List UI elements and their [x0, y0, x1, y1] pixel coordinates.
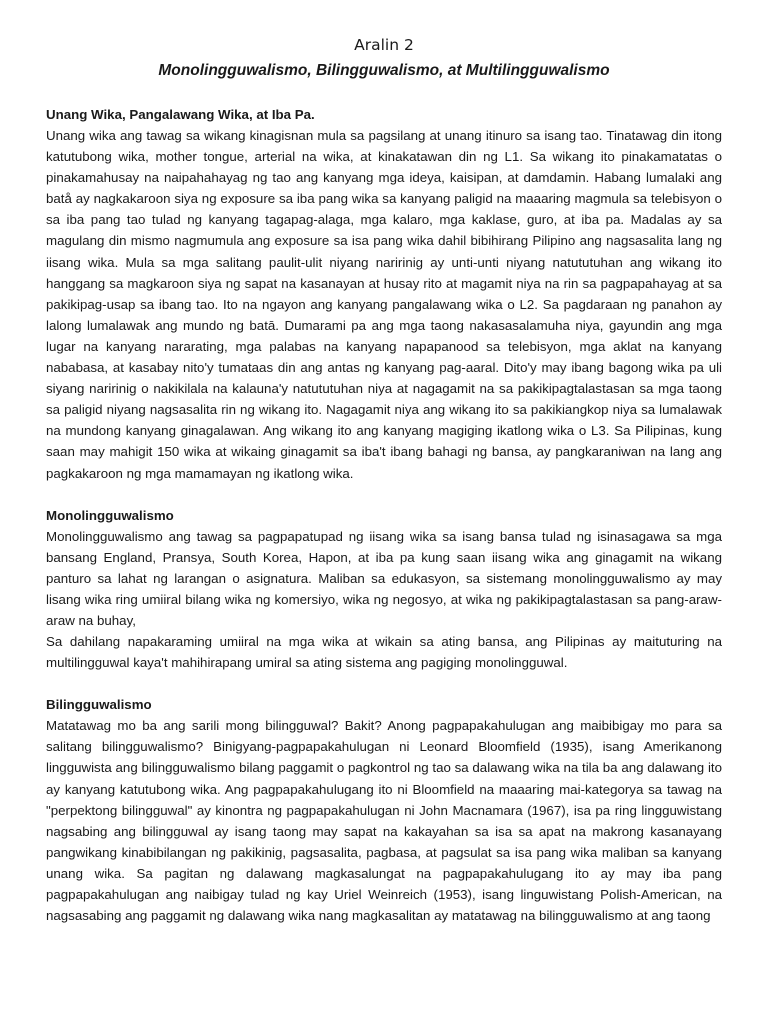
lesson-label: Aralin 2 [354, 36, 414, 54]
section-unang-wika [46, 104, 722, 484]
section-monolingguwalismo [46, 505, 722, 674]
section-paragraph: Monolingguwalismo ang tawag sa pagpapatupad ng iisang wika sa isang bansa tulad ng isinasagawa sa mga bansang England, Pransya, South Korea, Hapon, at iba pa kung saan iisang wika ang ginagamit na wikang panturo sa lahat ng larangan o asignatura. Maliban sa edukasyon, sa sistemang monolingguwalismo ay may lisang wika ring umiiral bilang wika ng komersiyo, wika ng negosyo, at wika ng pakikipagtalastasan sa pang-araw-araw na buhay, [46, 528, 722, 628]
section-paragraph: Matatawag mo ba ang sarili mong bilingguwal? Bakit? Anong pagpapakahulugan ang maibibigay mo para sa salitang bilingguwalismo? Binigyang-pagpapakahulugan ni Leonard Bloomfield (1935), isang Amerikanong lingguwista ang bilingguwalismo bilang paggamit o pagkontrol ng tao sa dalawang wika na tila ba ang dalawang ito ay kanyang katutubong wika. Ang pagpapakahulugang ito ni Bloomfield na maaaring mai-kategorya sa tawag na "perpektong bilingguwal" ay kinontra ng pagpapakahulugan ni John Macnamara (1967), isa pa ring lingguwistang nagsabing ang bilingguwal ay isang taong may sapat na kakayahan sa isa sa apat na makrong kasanayang pangwikang kinabibilangan ng pakikinig, pagsasalita, pagbasa, at pagsulat sa isa pang wika maliban sa kanyang unang wika. Sa pagitan ng dalawang magkasalungat na pagpapakahulugang ito ay may iba pang pagpapakahulugan ang naibigay tulad ng kay Uriel Weinreich (1953), isang linguwistang Polish-American, na nagsasabing ang paggamit ng dalawang wika nang magkasalitan ay matatawag na bilingguwalismo at ang taong [46, 718, 722, 924]
section-paragraph: Sa dahilang napakaraming umiiral na mga wika at wikain sa ating bansa, ang Pilipinas ay maituturing na multilingguwal kaya't mahihirapang umiral sa ating sistema ang pagiging monolingguwal. [46, 634, 722, 671]
section-paragraph: Unang wika ang tawag sa wikang kinagisnan mula sa pagsilang at unang itinuro sa isang tao. Tinatawag din itong katutubong wika, mother tongue, arterial na wika, at kinakatawan din ng L1. Sa wikang ito pinakamatatas o pinakamahusay na naipahahayag ng tao ang kanyang mga ideya, kaisipan, at damdamin. Habang lumalaki ang batå ay nagkakaroon siya ng exposure sa iba pang wika sa kanyang paligid na maaaring magmula sa telebisyon o sa iba pang tao tulad ng kanyang tagapag-alaga, mga kalaro, mga kaklase, guro, at iba pa. Madalas ay sa magulang din mismo nagmumula ang exposure sa isa pang wika dahil bibihirang Pilipino ang nagsasalita lang ng iisang wika. Mula sa mga salitang paulit-ulit niyang naririnig ay unti-unti niyang natututuhan ang wikang ito hanggang sa magkaroon siya ng sapat na kasanayan at husay rito at magamit niya na rin sa pagpapahayag at sa pakikipag-usap sa ibang tao. Ito na ngayon ang kanyang pangalawang wika o L2. Sa pagdaraan ng panahon ay lalong lumalawak ang mundo ng batā. Dumarami pa ang mga taong nakasasalamuha niya, gayundin ang mga lugar na kanyang nararating, mga palabas na kanyang napapanood sa telebisyon, mga aklat na kanyang nababasa, at kasabay nito'y tumataas din ang antas ng kanyang pag-aaral. Dito'y may ibang bagong wika pa uli siyang naririnig o nakikilala na kalauna'y natututuhan niya at nagagamit na sa pakikipagtalastasan sa mga taong sa paligid niyang nagsasalita rin ng wikang ito. Nagagamit niya ang wikang ito sa pakikiangkop niya sa lumalawak na mundong kanyang ginagalawan. Ang wikang ito ang kanyang magiging ikatlong wika o L3. Sa Pilipinas, kung saan may mahigit 150 wika at wikaing ginagamit sa iba't ibang bahagi ng bansa, ay pangkaraniwan na lang ang pagkakaroon ng mga mamamayan ng ikatlong wika. [46, 128, 722, 481]
document-title: Monolingguwalismo, Bilingguwalismo, at Multilingguwalismo [158, 62, 610, 79]
document-page [46, 34, 722, 926]
section-bilingguwalismo [46, 694, 722, 926]
section-heading: Bilingguwalismo [46, 697, 152, 713]
section-heading: Unang Wika, Pangalawang Wika, at Iba Pa. [46, 107, 315, 122]
section-heading: Monolingguwalismo [46, 507, 174, 523]
